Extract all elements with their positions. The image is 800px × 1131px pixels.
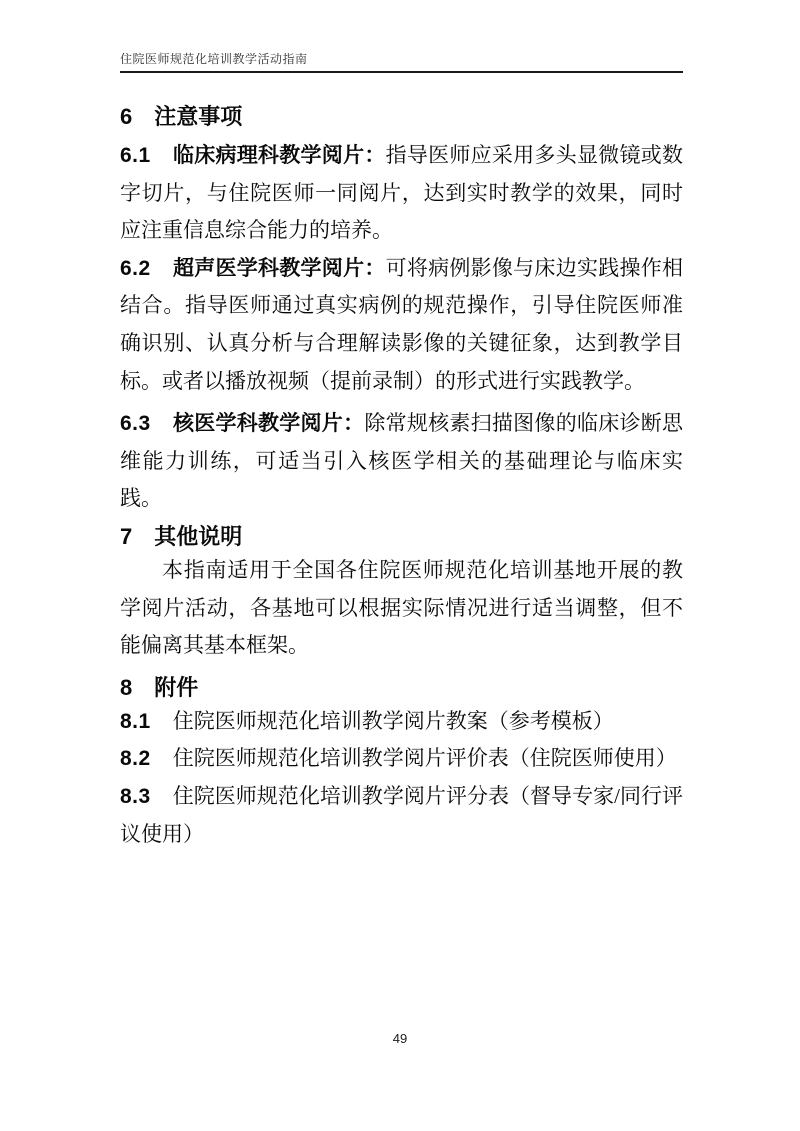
paragraph-7	[120, 552, 683, 665]
attachment-item-8-1	[120, 703, 683, 741]
item-6-2-label: 超声医学科教学阅片：	[172, 255, 386, 280]
paragraph-6-3	[120, 405, 683, 518]
attachment-item-8-2	[120, 740, 683, 778]
item-6-3-label: 核医学科教学阅片：	[172, 411, 365, 436]
item-8-2-number: 8.2	[120, 747, 151, 771]
item-6-2-number: 6.2	[120, 256, 151, 280]
item-8-1-text: 住院医师规范化培训教学阅片教案（参考模板）	[172, 708, 614, 733]
item-6-3-text: 除常规核素扫描图像的临床诊断思维能力训练，可适当引入核医学相关的基础理论与临床实践。	[120, 411, 684, 511]
heading-7-number: 7	[120, 523, 133, 549]
item-8-3-number: 8.3	[120, 784, 151, 808]
heading-6-number: 6	[120, 104, 133, 129]
item-6-3-number: 6.3	[120, 412, 151, 436]
heading-8-attachments	[120, 675, 683, 701]
header-title: 住院医师规范化培训教学活动指南	[120, 52, 308, 66]
paragraph-6-1	[120, 137, 683, 250]
item-8-1-number: 8.1	[120, 709, 151, 733]
heading-6-title: 注意事项	[154, 104, 243, 129]
paragraph-6-2	[120, 250, 683, 400]
paragraph-7-text: 本指南适用于全国各住院医师规范化培训基地开展的教学阅片活动，各基地可以根据实际情况进行适当调整，但不能偏离其基本框架。	[120, 557, 683, 658]
item-6-1-label: 临床病理科教学阅片：	[172, 143, 386, 167]
item-6-1-number: 6.1	[120, 144, 151, 167]
page-footer	[0, 1031, 800, 1046]
heading-7-other-notes	[120, 524, 683, 550]
item-6-2-text: 可将病例影像与床边实践操作相结合。指导医师通过真实病例的规范操作，引导住院医师准确识别、认真分析与合理解读影像的关键征象，达到教学目标。或者以播放视频（提前录制）的形式进行实践教学。	[120, 255, 684, 393]
heading-8-number: 8	[120, 674, 133, 700]
page-header	[120, 0, 683, 73]
heading-7-title: 其他说明	[154, 523, 243, 549]
item-8-2-text: 住院医师规范化培训教学阅片评价表（住院医师使用）	[172, 746, 677, 771]
item-8-3-text: 住院医师规范化培训教学阅片评分表（督导专家/同行评议使用）	[120, 783, 683, 846]
heading-8-title: 附件	[154, 674, 199, 700]
attachment-item-8-3	[120, 778, 683, 853]
page-number: 49	[392, 1031, 408, 1046]
heading-6-notes	[120, 103, 683, 131]
item-6-1-text: 指导医师应采用多头显微镜或数字切片，与住院医师一同阅片，达到实时教学的效果，同时应注重信息综合能力的培养。	[120, 143, 684, 243]
document-content	[120, 103, 683, 853]
